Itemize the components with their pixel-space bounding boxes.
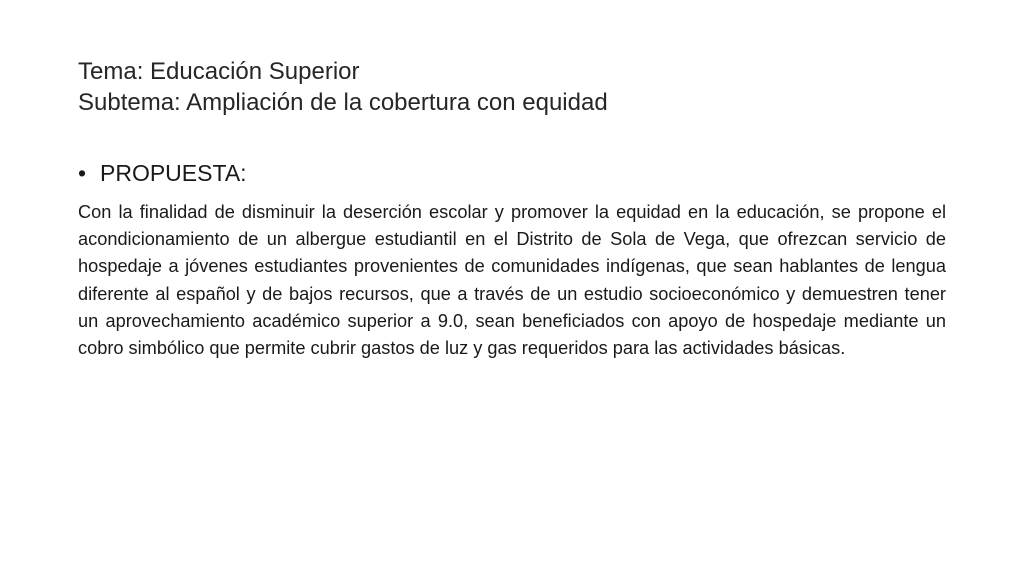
bullet-icon: • xyxy=(78,160,87,186)
bullet-label: PROPUESTA: xyxy=(100,160,247,186)
slide-title: Tema: Educación Superior xyxy=(78,58,360,85)
bullet-heading xyxy=(78,158,247,188)
proposal-paragraph: Con la finalidad de disminuir la deserción escolar y promover la equidad en la educación, se propone el acondicionamiento de un albergue estudiantil en el Distrito de Sola de Vega, que ofrezcan servicio de hospedaje a jóvenes estudiantes provenientes de comunidades indígenas, que sean hablantes de lengua diferente al español y de bajos recursos, que a través de un estudio socioeconómico y demuestren tener un aprovechamiento académico superior a 9.0, sean beneficiados con apoyo de hospedaje mediante un cobro simbólico que permite cubrir gastos de luz y gas requeridos para las actividades básicas. xyxy=(78,202,946,359)
title-block xyxy=(78,56,958,118)
slide-subtitle: Subtema: Ampliación de la cobertura con equidad xyxy=(78,89,608,116)
